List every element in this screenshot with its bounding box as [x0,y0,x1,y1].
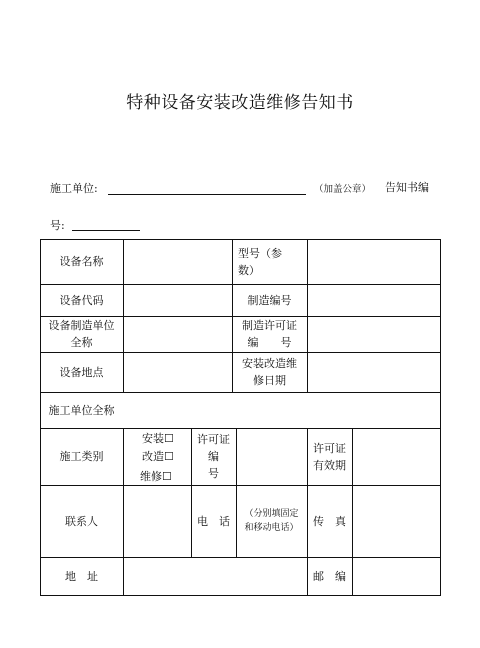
license-number-label: 许可证 编 号 [197,433,230,480]
construction-unit-full-name-label: 施工单位全称 [48,403,115,417]
manufacture-license-value[interactable] [307,316,440,352]
option-install-label: 安装 [142,432,164,445]
equipment-code-value[interactable] [123,284,232,316]
construction-unit-label: 施工单位: [50,182,98,195]
manufacture-number-value[interactable] [307,284,440,316]
license-validity-label: 许可证 有效期 [313,441,346,472]
manufacturer-value[interactable] [123,316,232,352]
table-rule [40,595,441,596]
manufacturer-label: 设备制造单位 全称 [48,319,115,349]
installation-date-value[interactable] [307,352,440,392]
equipment-name-label: 设备名称 [59,255,104,268]
checkbox-icon[interactable]: ☐ [164,432,174,445]
installation-date-label: 安装改造维 修日期 [242,357,297,387]
construction-type-label: 施工类别 [59,450,104,463]
equipment-code-label: 设备代码 [59,293,104,307]
location-value[interactable] [123,352,232,392]
notice-number-fill-line[interactable] [72,230,140,231]
option-modify-label: 改造 [142,450,164,463]
fax-label: 传 真 [313,514,346,528]
checkbox-icon[interactable]: ☐ [164,450,174,463]
phone-value-note[interactable]: （分别填固定 和移动电话） [244,509,299,533]
license-validity-value[interactable] [352,428,440,485]
notice-number-label: 告知书编 [385,181,429,194]
fax-value[interactable] [352,485,440,557]
construction-unit-full-name-value[interactable] [123,392,440,428]
license-number-value[interactable] [236,428,307,485]
postcode-value[interactable] [352,557,440,595]
manufacture-license-label: 制造许可证 编 号 [242,319,297,349]
manufacture-number-label: 制造编号 [247,293,292,307]
seal-note: （加盖公章） [314,184,372,195]
address-label: 地 址 [65,569,98,583]
option-modify[interactable] [142,449,174,465]
contact-label: 联系人 [65,514,98,528]
table-rule [440,239,441,595]
option-install[interactable] [142,431,174,447]
option-repair-label: 维修 [140,470,162,483]
postcode-label: 邮 编 [313,569,346,583]
location-label: 设备地点 [59,365,104,379]
equipment-name-value[interactable] [123,239,232,284]
notice-number-label-continued: 号: [50,219,65,232]
construction-unit-fill-line[interactable] [108,194,306,195]
checkbox-icon[interactable]: ☐ [162,470,172,483]
contact-value[interactable] [123,485,191,557]
option-repair[interactable] [140,469,172,485]
document-title: 特种设备安装改造维修告知书 [126,93,354,113]
address-value[interactable] [123,557,307,595]
model-value[interactable] [307,239,440,284]
model-label: 型号（参 数） [238,246,282,277]
phone-label: 电 话 [197,514,230,528]
